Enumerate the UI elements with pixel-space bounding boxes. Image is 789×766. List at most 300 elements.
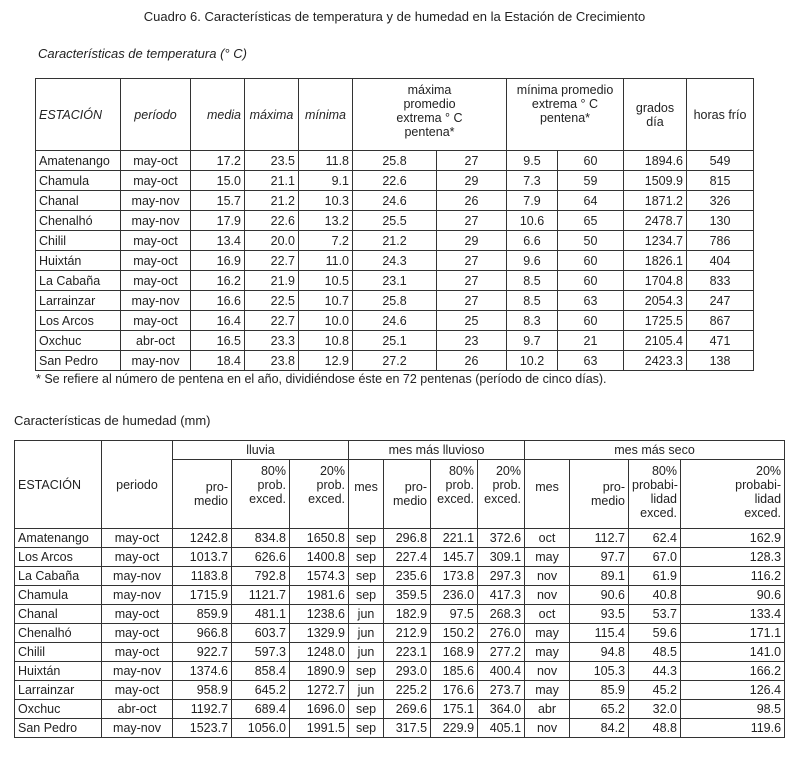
header-prob80: 80% prob. exced. bbox=[232, 460, 290, 529]
cell-lluvia-20: 1991.5 bbox=[290, 719, 349, 738]
cell-lluvioso-20: 297.3 bbox=[478, 567, 525, 586]
cell-seco-promedio: 65.2 bbox=[570, 700, 629, 719]
cell-grados-dia: 1871.2 bbox=[624, 191, 687, 211]
cell-min-prom: 8.5 bbox=[507, 291, 558, 311]
cell-seco-20: 166.2 bbox=[681, 662, 785, 681]
table-row bbox=[36, 271, 754, 291]
cell-estacion: Oxchuc bbox=[15, 700, 102, 719]
cell-seco-promedio: 115.4 bbox=[570, 624, 629, 643]
cell-seco-promedio: 97.7 bbox=[570, 548, 629, 567]
header-prob80: 80% prob. exced. bbox=[431, 460, 478, 529]
cell-lluvia-80: 1121.7 bbox=[232, 586, 290, 605]
table-row bbox=[15, 548, 785, 567]
cell-periodo: may-oct bbox=[102, 643, 173, 662]
cell-min-pentena: 64 bbox=[558, 191, 624, 211]
cell-lluvioso-promedio: 359.5 bbox=[384, 586, 431, 605]
cell-max-pentena: 23 bbox=[437, 331, 507, 351]
cell-lluvia-20: 1890.9 bbox=[290, 662, 349, 681]
header-estacion: ESTACIÓN bbox=[36, 79, 121, 151]
cell-lluvia-promedio: 958.9 bbox=[173, 681, 232, 700]
cell-lluvioso-mes: jun bbox=[349, 643, 384, 662]
cell-lluvioso-20: 273.7 bbox=[478, 681, 525, 700]
cell-minima: 11.8 bbox=[299, 151, 353, 171]
cell-max-pentena: 29 bbox=[437, 171, 507, 191]
table-row bbox=[36, 311, 754, 331]
cell-lluvioso-80: 185.6 bbox=[431, 662, 478, 681]
cell-min-pentena: 50 bbox=[558, 231, 624, 251]
cell-periodo: may-oct bbox=[102, 529, 173, 548]
cell-max-prom: 24.6 bbox=[353, 191, 437, 211]
cell-periodo: may-oct bbox=[102, 605, 173, 624]
cell-lluvia-promedio: 1013.7 bbox=[173, 548, 232, 567]
cell-min-pentena: 60 bbox=[558, 251, 624, 271]
cell-seco-promedio: 90.6 bbox=[570, 586, 629, 605]
cell-maxima: 23.5 bbox=[245, 151, 299, 171]
cell-min-prom: 8.3 bbox=[507, 311, 558, 331]
cell-maxima: 22.7 bbox=[245, 311, 299, 331]
cell-estacion: Chamula bbox=[15, 586, 102, 605]
page-title: Cuadro 6. Características de temperatura y de humedad en la Estación de Crecimiento bbox=[143, 9, 646, 24]
cell-media: 18.4 bbox=[191, 351, 245, 371]
cell-lluvioso-promedio: 296.8 bbox=[384, 529, 431, 548]
cell-max-pentena: 27 bbox=[437, 291, 507, 311]
cell-grados-dia: 1826.1 bbox=[624, 251, 687, 271]
cell-estacion: Chamula bbox=[36, 171, 121, 191]
cell-seco-20: 126.4 bbox=[681, 681, 785, 700]
cell-lluvioso-promedio: 317.5 bbox=[384, 719, 431, 738]
cell-periodo: may-nov bbox=[102, 586, 173, 605]
cell-seco-mes: oct bbox=[525, 529, 570, 548]
group-mes-seco: mes más seco bbox=[525, 441, 785, 460]
cell-lluvioso-mes: sep bbox=[349, 567, 384, 586]
cell-minima: 10.3 bbox=[299, 191, 353, 211]
cell-seco-promedio: 85.9 bbox=[570, 681, 629, 700]
cell-estacion: Huixtán bbox=[36, 251, 121, 271]
cell-periodo: may-oct bbox=[102, 681, 173, 700]
table-row bbox=[36, 191, 754, 211]
cell-min-pentena: 60 bbox=[558, 151, 624, 171]
cell-periodo: may-nov bbox=[102, 662, 173, 681]
header-prob20: 20% prob. exced. bbox=[290, 460, 349, 529]
cell-estacion: La Cabaña bbox=[15, 567, 102, 586]
cell-lluvia-80: 645.2 bbox=[232, 681, 290, 700]
cell-lluvia-promedio: 859.9 bbox=[173, 605, 232, 624]
cell-horas-frio: 833 bbox=[687, 271, 754, 291]
cell-lluvia-promedio: 1715.9 bbox=[173, 586, 232, 605]
cell-lluvioso-promedio: 235.6 bbox=[384, 567, 431, 586]
cell-lluvioso-80: 168.9 bbox=[431, 643, 478, 662]
cell-periodo: may-oct bbox=[102, 624, 173, 643]
cell-lluvioso-80: 145.7 bbox=[431, 548, 478, 567]
table-row bbox=[15, 700, 785, 719]
cell-grados-dia: 1704.8 bbox=[624, 271, 687, 291]
humidity-subtitle: Características de humedad (mm) bbox=[14, 413, 211, 428]
table-row bbox=[15, 662, 785, 681]
cell-seco-80: 59.6 bbox=[629, 624, 681, 643]
cell-estacion: La Cabaña bbox=[36, 271, 121, 291]
cell-lluvia-80: 834.8 bbox=[232, 529, 290, 548]
cell-estacion: Huixtán bbox=[15, 662, 102, 681]
cell-lluvioso-mes: sep bbox=[349, 586, 384, 605]
cell-seco-promedio: 94.8 bbox=[570, 643, 629, 662]
header-probabilidad20: 20% probabi-lidad exced. bbox=[681, 460, 785, 529]
table-row bbox=[15, 719, 785, 738]
cell-min-prom: 10.6 bbox=[507, 211, 558, 231]
cell-seco-80: 32.0 bbox=[629, 700, 681, 719]
cell-lluvia-20: 1696.0 bbox=[290, 700, 349, 719]
cell-lluvioso-20: 309.1 bbox=[478, 548, 525, 567]
cell-periodo: may-nov bbox=[102, 719, 173, 738]
cell-max-pentena: 25 bbox=[437, 311, 507, 331]
header-maxima: máxima bbox=[245, 79, 299, 151]
cell-lluvioso-promedio: 182.9 bbox=[384, 605, 431, 624]
table-row bbox=[36, 331, 754, 351]
cell-media: 16.6 bbox=[191, 291, 245, 311]
cell-estacion: Chenalhó bbox=[15, 624, 102, 643]
cell-maxima: 21.9 bbox=[245, 271, 299, 291]
cell-max-prom: 25.5 bbox=[353, 211, 437, 231]
humidity-table bbox=[14, 440, 785, 738]
cell-lluvia-promedio: 966.8 bbox=[173, 624, 232, 643]
cell-lluvioso-80: 97.5 bbox=[431, 605, 478, 624]
cell-min-prom: 10.2 bbox=[507, 351, 558, 371]
cell-lluvioso-promedio: 269.6 bbox=[384, 700, 431, 719]
cell-media: 13.4 bbox=[191, 231, 245, 251]
header-mes: mes bbox=[525, 460, 570, 529]
cell-min-pentena: 60 bbox=[558, 311, 624, 331]
cell-periodo: may-oct bbox=[121, 311, 191, 331]
cell-horas-frio: 326 bbox=[687, 191, 754, 211]
cell-min-prom: 9.7 bbox=[507, 331, 558, 351]
cell-estacion: Chenalhó bbox=[36, 211, 121, 231]
cell-lluvioso-20: 417.3 bbox=[478, 586, 525, 605]
cell-seco-80: 61.9 bbox=[629, 567, 681, 586]
cell-maxima: 22.5 bbox=[245, 291, 299, 311]
cell-lluvia-80: 481.1 bbox=[232, 605, 290, 624]
cell-lluvia-20: 1272.7 bbox=[290, 681, 349, 700]
header-prob20: 20% prob. exced. bbox=[478, 460, 525, 529]
cell-lluvioso-promedio: 293.0 bbox=[384, 662, 431, 681]
cell-lluvioso-80: 176.6 bbox=[431, 681, 478, 700]
cell-maxima: 21.1 bbox=[245, 171, 299, 191]
cell-lluvia-promedio: 1523.7 bbox=[173, 719, 232, 738]
header-promedio: pro-medio bbox=[173, 460, 232, 529]
cell-periodo: may-oct bbox=[121, 171, 191, 191]
cell-estacion: Chilil bbox=[36, 231, 121, 251]
cell-media: 17.2 bbox=[191, 151, 245, 171]
table-row bbox=[36, 231, 754, 251]
cell-seco-mes: may bbox=[525, 548, 570, 567]
cell-media: 16.4 bbox=[191, 311, 245, 331]
cell-periodo: may-oct bbox=[121, 271, 191, 291]
cell-periodo: may-nov bbox=[121, 191, 191, 211]
cell-minima: 10.5 bbox=[299, 271, 353, 291]
cell-seco-20: 133.4 bbox=[681, 605, 785, 624]
table-row bbox=[15, 643, 785, 662]
header-mes: mes bbox=[349, 460, 384, 529]
group-lluvia: lluvia bbox=[173, 441, 349, 460]
cell-periodo: may-nov bbox=[121, 211, 191, 231]
cell-seco-80: 45.2 bbox=[629, 681, 681, 700]
cell-horas-frio: 404 bbox=[687, 251, 754, 271]
header-promedio: pro-medio bbox=[384, 460, 431, 529]
cell-lluvioso-promedio: 212.9 bbox=[384, 624, 431, 643]
cell-max-prom: 25.8 bbox=[353, 151, 437, 171]
cell-horas-frio: 815 bbox=[687, 171, 754, 191]
cell-lluvia-20: 1248.0 bbox=[290, 643, 349, 662]
cell-max-prom: 25.8 bbox=[353, 291, 437, 311]
cell-lluvia-20: 1329.9 bbox=[290, 624, 349, 643]
cell-minima: 10.8 bbox=[299, 331, 353, 351]
cell-maxima: 23.8 bbox=[245, 351, 299, 371]
header-probabilidad80: 80% probabi-lidad exced. bbox=[629, 460, 681, 529]
cell-seco-mes: abr bbox=[525, 700, 570, 719]
cell-lluvioso-20: 364.0 bbox=[478, 700, 525, 719]
cell-seco-20: 141.0 bbox=[681, 643, 785, 662]
cell-media: 16.2 bbox=[191, 271, 245, 291]
cell-min-pentena: 60 bbox=[558, 271, 624, 291]
cell-lluvia-promedio: 1242.8 bbox=[173, 529, 232, 548]
cell-maxima: 23.3 bbox=[245, 331, 299, 351]
cell-lluvia-promedio: 922.7 bbox=[173, 643, 232, 662]
cell-seco-mes: oct bbox=[525, 605, 570, 624]
cell-grados-dia: 2423.3 bbox=[624, 351, 687, 371]
cell-minima: 9.1 bbox=[299, 171, 353, 191]
cell-horas-frio: 138 bbox=[687, 351, 754, 371]
cell-min-prom: 6.6 bbox=[507, 231, 558, 251]
cell-minima: 10.0 bbox=[299, 311, 353, 331]
cell-lluvia-20: 1574.3 bbox=[290, 567, 349, 586]
cell-maxima: 22.6 bbox=[245, 211, 299, 231]
cell-grados-dia: 1725.5 bbox=[624, 311, 687, 331]
cell-estacion: Chilil bbox=[15, 643, 102, 662]
cell-lluvioso-80: 221.1 bbox=[431, 529, 478, 548]
cell-lluvioso-mes: sep bbox=[349, 700, 384, 719]
cell-periodo: may-nov bbox=[121, 351, 191, 371]
cell-lluvia-20: 1400.8 bbox=[290, 548, 349, 567]
cell-minima: 11.0 bbox=[299, 251, 353, 271]
cell-min-prom: 7.3 bbox=[507, 171, 558, 191]
cell-seco-80: 53.7 bbox=[629, 605, 681, 624]
group-mes-lluvioso: mes más lluvioso bbox=[349, 441, 525, 460]
header-periodo: periodo bbox=[102, 441, 173, 529]
cell-media: 15.7 bbox=[191, 191, 245, 211]
cell-lluvioso-80: 173.8 bbox=[431, 567, 478, 586]
cell-lluvia-80: 603.7 bbox=[232, 624, 290, 643]
cell-min-pentena: 65 bbox=[558, 211, 624, 231]
cell-horas-frio: 549 bbox=[687, 151, 754, 171]
table-row bbox=[15, 681, 785, 700]
cell-minima: 13.2 bbox=[299, 211, 353, 231]
cell-estacion: San Pedro bbox=[36, 351, 121, 371]
cell-min-prom: 8.5 bbox=[507, 271, 558, 291]
cell-horas-frio: 867 bbox=[687, 311, 754, 331]
cell-grados-dia: 1234.7 bbox=[624, 231, 687, 251]
cell-lluvioso-mes: jun bbox=[349, 681, 384, 700]
header-promedio: pro-medio bbox=[570, 460, 629, 529]
cell-lluvia-promedio: 1183.8 bbox=[173, 567, 232, 586]
cell-max-pentena: 27 bbox=[437, 251, 507, 271]
cell-media: 16.5 bbox=[191, 331, 245, 351]
cell-seco-mes: nov bbox=[525, 719, 570, 738]
cell-lluvia-promedio: 1374.6 bbox=[173, 662, 232, 681]
cell-lluvia-80: 858.4 bbox=[232, 662, 290, 681]
cell-seco-promedio: 84.2 bbox=[570, 719, 629, 738]
table-row bbox=[15, 567, 785, 586]
cell-estacion: Larrainzar bbox=[15, 681, 102, 700]
cell-lluvia-20: 1650.8 bbox=[290, 529, 349, 548]
cell-maxima: 22.7 bbox=[245, 251, 299, 271]
cell-periodo: may-oct bbox=[121, 231, 191, 251]
cell-max-pentena: 27 bbox=[437, 271, 507, 291]
cell-seco-20: 162.9 bbox=[681, 529, 785, 548]
cell-lluvia-80: 1056.0 bbox=[232, 719, 290, 738]
table-row bbox=[36, 151, 754, 171]
cell-lluvioso-promedio: 223.1 bbox=[384, 643, 431, 662]
cell-max-pentena: 27 bbox=[437, 151, 507, 171]
cell-min-pentena: 63 bbox=[558, 351, 624, 371]
cell-max-pentena: 27 bbox=[437, 211, 507, 231]
footnote: * Se refiere al número de pentena en el año, dividiéndose éste en 72 pentenas (período de cinco días). bbox=[36, 372, 607, 386]
table-row bbox=[15, 605, 785, 624]
cell-horas-frio: 786 bbox=[687, 231, 754, 251]
cell-seco-mes: nov bbox=[525, 567, 570, 586]
header-grados-dia: grados día bbox=[624, 79, 687, 151]
cell-lluvioso-80: 236.0 bbox=[431, 586, 478, 605]
cell-lluvioso-mes: jun bbox=[349, 624, 384, 643]
cell-seco-promedio: 89.1 bbox=[570, 567, 629, 586]
cell-grados-dia: 2054.3 bbox=[624, 291, 687, 311]
cell-seco-20: 116.2 bbox=[681, 567, 785, 586]
cell-lluvia-80: 689.4 bbox=[232, 700, 290, 719]
header-estacion: ESTACIÓN bbox=[15, 441, 102, 529]
cell-lluvioso-20: 268.3 bbox=[478, 605, 525, 624]
cell-seco-20: 98.5 bbox=[681, 700, 785, 719]
cell-seco-20: 119.6 bbox=[681, 719, 785, 738]
cell-media: 15.0 bbox=[191, 171, 245, 191]
cell-grados-dia: 2478.7 bbox=[624, 211, 687, 231]
cell-seco-80: 67.0 bbox=[629, 548, 681, 567]
cell-lluvioso-promedio: 225.2 bbox=[384, 681, 431, 700]
cell-seco-mes: may bbox=[525, 624, 570, 643]
header-min-promedio: mínima promedio extrema ° C pentena* bbox=[507, 79, 624, 151]
table-row bbox=[36, 211, 754, 231]
cell-max-prom: 21.2 bbox=[353, 231, 437, 251]
cell-seco-mes: may bbox=[525, 643, 570, 662]
cell-lluvioso-mes: sep bbox=[349, 548, 384, 567]
cell-media: 16.9 bbox=[191, 251, 245, 271]
cell-periodo: may-oct bbox=[121, 251, 191, 271]
cell-lluvioso-promedio: 227.4 bbox=[384, 548, 431, 567]
cell-estacion: Larrainzar bbox=[36, 291, 121, 311]
cell-seco-mes: may bbox=[525, 681, 570, 700]
cell-min-prom: 9.5 bbox=[507, 151, 558, 171]
header-max-promedio: máxima promedio extrema ° C pentena* bbox=[353, 79, 507, 151]
table-row bbox=[15, 586, 785, 605]
cell-lluvioso-20: 372.6 bbox=[478, 529, 525, 548]
cell-seco-promedio: 105.3 bbox=[570, 662, 629, 681]
cell-lluvia-80: 792.8 bbox=[232, 567, 290, 586]
cell-max-prom: 24.3 bbox=[353, 251, 437, 271]
table-row bbox=[36, 251, 754, 271]
cell-max-prom: 24.6 bbox=[353, 311, 437, 331]
cell-periodo: may-nov bbox=[121, 291, 191, 311]
cell-seco-80: 48.8 bbox=[629, 719, 681, 738]
cell-lluvioso-mes: sep bbox=[349, 719, 384, 738]
cell-max-prom: 27.2 bbox=[353, 351, 437, 371]
cell-seco-80: 48.5 bbox=[629, 643, 681, 662]
cell-seco-80: 44.3 bbox=[629, 662, 681, 681]
cell-lluvioso-20: 405.1 bbox=[478, 719, 525, 738]
temperature-table bbox=[35, 78, 754, 371]
cell-lluvioso-20: 400.4 bbox=[478, 662, 525, 681]
cell-lluvia-80: 626.6 bbox=[232, 548, 290, 567]
cell-estacion: San Pedro bbox=[15, 719, 102, 738]
cell-min-pentena: 21 bbox=[558, 331, 624, 351]
cell-lluvioso-80: 175.1 bbox=[431, 700, 478, 719]
cell-horas-frio: 247 bbox=[687, 291, 754, 311]
cell-seco-mes: nov bbox=[525, 586, 570, 605]
cell-horas-frio: 130 bbox=[687, 211, 754, 231]
cell-periodo: abr-oct bbox=[121, 331, 191, 351]
cell-periodo: may-oct bbox=[102, 548, 173, 567]
cell-lluvioso-20: 276.0 bbox=[478, 624, 525, 643]
table-row bbox=[36, 171, 754, 191]
cell-seco-20: 90.6 bbox=[681, 586, 785, 605]
cell-lluvioso-mes: sep bbox=[349, 529, 384, 548]
header-minima: mínima bbox=[299, 79, 353, 151]
cell-min-pentena: 59 bbox=[558, 171, 624, 191]
temperature-subtitle: Características de temperatura (° C) bbox=[38, 46, 247, 61]
cell-lluvia-80: 597.3 bbox=[232, 643, 290, 662]
cell-lluvioso-20: 277.2 bbox=[478, 643, 525, 662]
cell-lluvia-promedio: 1192.7 bbox=[173, 700, 232, 719]
cell-min-prom: 7.9 bbox=[507, 191, 558, 211]
cell-estacion: Chanal bbox=[15, 605, 102, 624]
cell-seco-promedio: 112.7 bbox=[570, 529, 629, 548]
cell-maxima: 20.0 bbox=[245, 231, 299, 251]
cell-horas-frio: 471 bbox=[687, 331, 754, 351]
header-periodo: período bbox=[121, 79, 191, 151]
cell-estacion: Oxchuc bbox=[36, 331, 121, 351]
cell-grados-dia: 1509.9 bbox=[624, 171, 687, 191]
cell-minima: 7.2 bbox=[299, 231, 353, 251]
cell-min-prom: 9.6 bbox=[507, 251, 558, 271]
cell-max-pentena: 29 bbox=[437, 231, 507, 251]
cell-grados-dia: 1894.6 bbox=[624, 151, 687, 171]
cell-estacion: Los Arcos bbox=[15, 548, 102, 567]
cell-lluvia-20: 1981.6 bbox=[290, 586, 349, 605]
cell-grados-dia: 2105.4 bbox=[624, 331, 687, 351]
cell-maxima: 21.2 bbox=[245, 191, 299, 211]
cell-lluvia-20: 1238.6 bbox=[290, 605, 349, 624]
cell-periodo: may-nov bbox=[102, 567, 173, 586]
header-horas-frio: horas frío bbox=[687, 79, 754, 151]
cell-lluvioso-80: 229.9 bbox=[431, 719, 478, 738]
cell-max-prom: 23.1 bbox=[353, 271, 437, 291]
cell-minima: 12.9 bbox=[299, 351, 353, 371]
cell-seco-80: 40.8 bbox=[629, 586, 681, 605]
table-row bbox=[15, 624, 785, 643]
cell-periodo: may-oct bbox=[121, 151, 191, 171]
cell-seco-20: 128.3 bbox=[681, 548, 785, 567]
cell-max-prom: 25.1 bbox=[353, 331, 437, 351]
cell-estacion: Amatenango bbox=[36, 151, 121, 171]
cell-max-pentena: 26 bbox=[437, 351, 507, 371]
cell-lluvioso-80: 150.2 bbox=[431, 624, 478, 643]
cell-lluvioso-mes: jun bbox=[349, 605, 384, 624]
cell-seco-promedio: 93.5 bbox=[570, 605, 629, 624]
